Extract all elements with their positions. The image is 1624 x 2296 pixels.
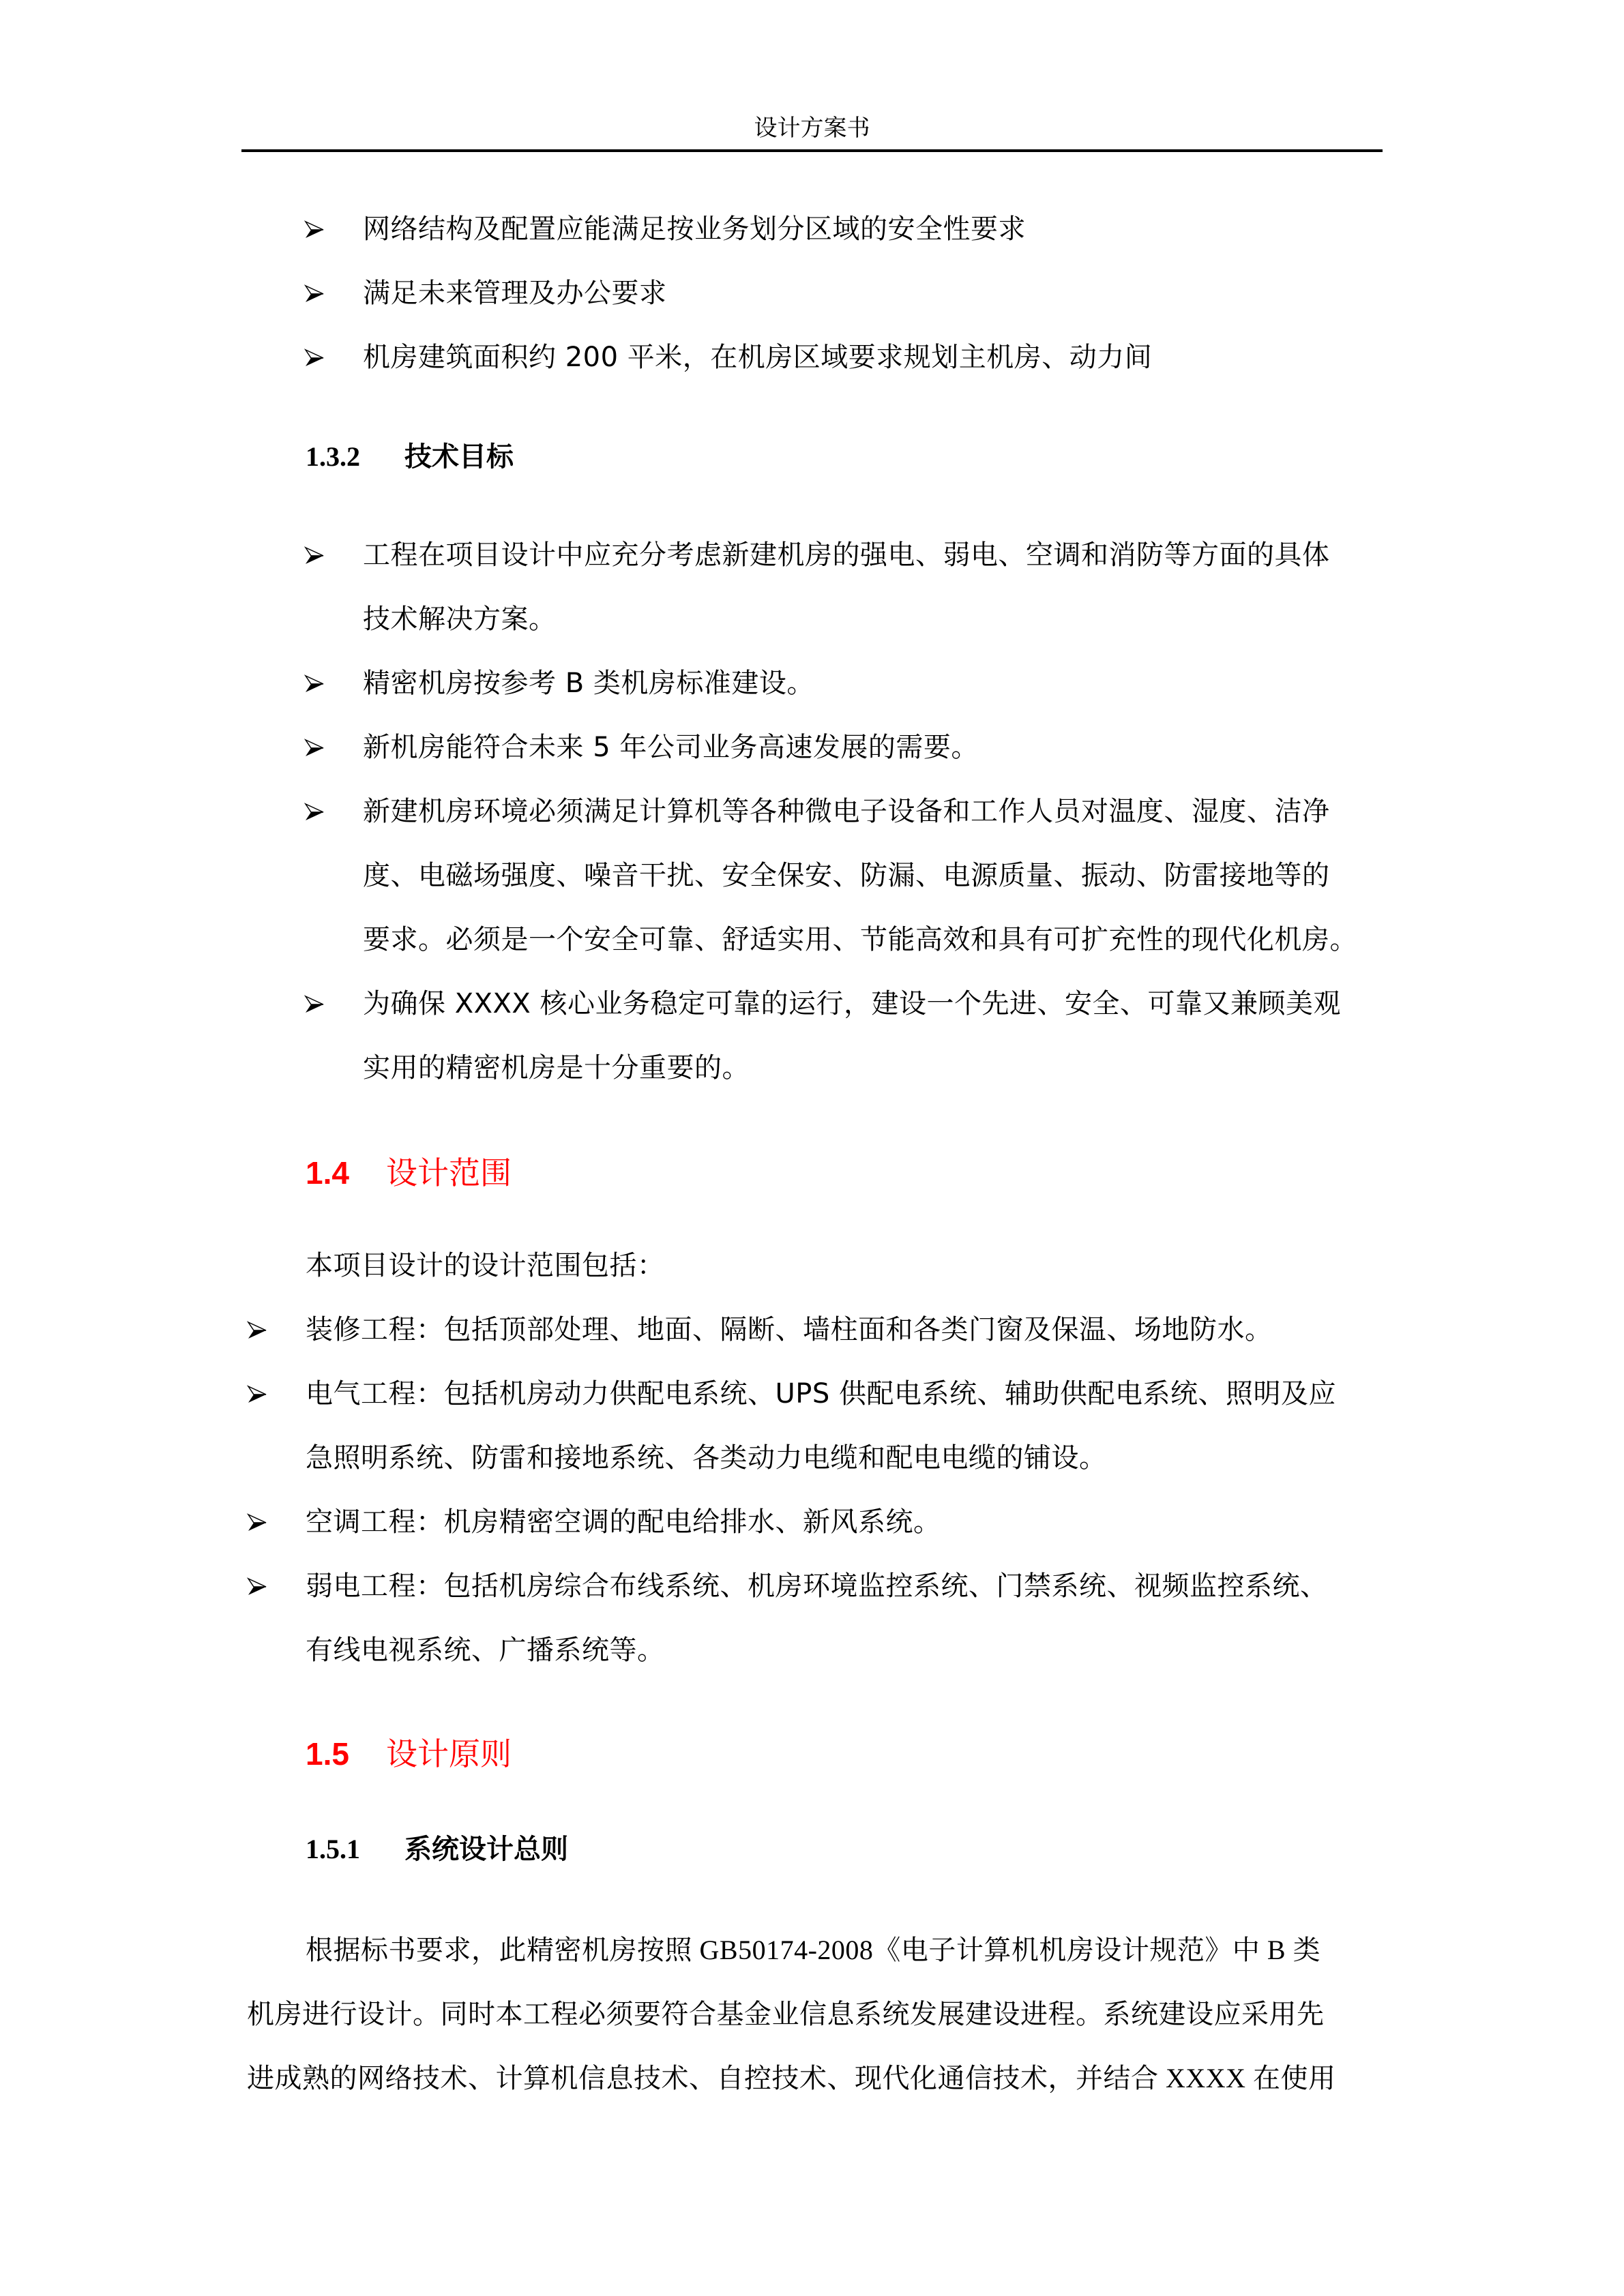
list-item-line: 有线电视系统、广播系统等。: [306, 1635, 665, 1666]
list-item-line: 新机房能符合未来 5 年公司业务高速发展的需要。: [363, 732, 979, 763]
list-item-line: 度、电磁场强度、噪音干扰、安全保安、防漏、电源质量、振动、防雷接地等的: [363, 860, 1330, 891]
section-intro: 本项目设计的设计范围包括：: [306, 1250, 665, 1281]
list-item-line: 电气工程：包括机房动力供配电系统、UPS 供配电系统、辅助供配电系统、照明及应: [306, 1378, 1337, 1410]
arrowhead-bullet-icon: [247, 1320, 267, 1341]
page-header-title: 设计方案书: [754, 115, 870, 142]
section-heading-1-5-1: [306, 1833, 568, 1866]
list-item: 机房建筑面积约 200 平米，在机房区域要求规划主机房、动力间: [363, 342, 1153, 373]
list-item-line: 技术解决方案。: [363, 603, 557, 635]
arrowhead-bullet-icon: [304, 220, 325, 240]
section-title: 设计原则: [386, 1735, 512, 1772]
arrowhead-bullet-icon: [247, 1577, 267, 1597]
paragraph-line: 机房进行设计。同时本工程必须要符合基金业信息系统发展建设进程。系统建设应采用先: [247, 1999, 1325, 2029]
section-number: 1.3.2: [306, 441, 360, 472]
section-heading-1-5: [306, 1735, 512, 1772]
arrowhead-bullet-icon: [247, 1384, 267, 1405]
list-item-line: 新建机房环境必须满足计算机等各种微电子设备和工作人员对温度、湿度、洁净: [363, 796, 1330, 827]
list-item-line: 空调工程：机房精密空调的配电给排水、新风系统。: [306, 1506, 941, 1538]
arrowhead-bullet-icon: [304, 994, 325, 1015]
section-heading-1-3-2: [306, 441, 514, 473]
list-item: 满足未来管理及办公要求: [363, 278, 667, 309]
list-item-line: 实用的精密机房是十分重要的。: [363, 1052, 750, 1084]
list-item-line: 工程在项目设计中应充分考虑新建机房的强电、弱电、空调和消防等方面的具体: [363, 539, 1330, 571]
header-divider: [241, 149, 1383, 152]
section-heading-1-4: [306, 1154, 512, 1191]
paragraph-line: 根据标书要求，此精密机房按照 GB50174-2008《电子计算机机房设计规范》中 B 类: [306, 1935, 1321, 1965]
list-item-line: 精密机房按参考 B 类机房标准建设。: [363, 668, 814, 699]
list-item-line: 装修工程：包括顶部处理、地面、隔断、墙柱面和各类门窗及保温、场地防水。: [306, 1314, 1273, 1345]
section-number: 1.5: [306, 1736, 349, 1772]
list-item-line: 要求。必须是一个安全可靠、舒适实用、节能高效和具有可扩充性的现代化机房。: [363, 924, 1357, 955]
list-item-line: 弱电工程：包括机房综合布线系统、机房环境监控系统、门禁系统、视频监控系统、: [306, 1570, 1328, 1602]
arrowhead-bullet-icon: [304, 802, 325, 822]
section-number: 1.4: [306, 1155, 349, 1191]
list-item-line: 为确保 XXXX 核心业务稳定可靠的运行，建设一个先进、安全、可靠又兼顾美观: [363, 988, 1342, 1019]
section-title: 设计范围: [386, 1154, 512, 1191]
arrowhead-bullet-icon: [304, 284, 325, 304]
section-title: 系统设计总则: [404, 1834, 568, 1864]
arrowhead-bullet-icon: [304, 348, 325, 368]
paragraph-line: 进成熟的网络技术、计算机信息技术、自控技术、现代化通信技术，并结合 XXXX 在使用: [247, 2063, 1336, 2093]
list-item: 网络结构及配置应能满足按业务划分区域的安全性要求: [363, 213, 1026, 245]
section-number: 1.5.1: [306, 1834, 360, 1864]
arrowhead-bullet-icon: [304, 738, 325, 758]
section-title: 技术目标: [404, 441, 514, 472]
arrowhead-bullet-icon: [304, 546, 325, 566]
arrowhead-bullet-icon: [247, 1512, 267, 1533]
arrowhead-bullet-icon: [304, 674, 325, 694]
list-item-line: 急照明系统、防雷和接地系统、各类动力电缆和配电电缆的铺设。: [306, 1442, 1107, 1474]
